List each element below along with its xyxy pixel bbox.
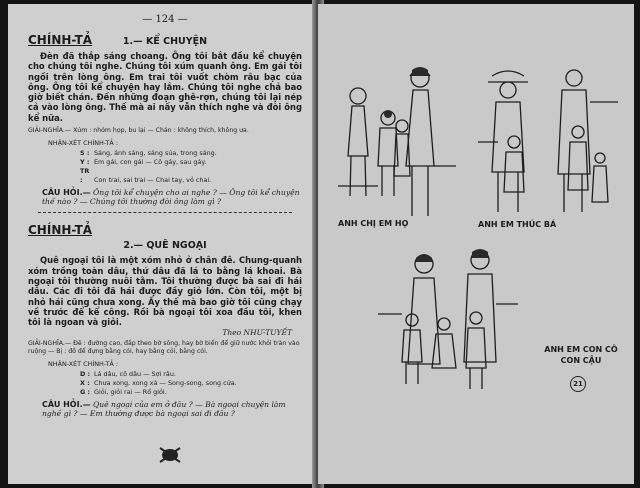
spelling-note [28, 149, 302, 158]
spelling-note-text: Chưa xong, xong xả — Song-song, song cửa. [94, 378, 237, 387]
spelling-note-text: Giỏi, giỏi rai — Rổ giỏi. [94, 387, 167, 396]
spelling-note-key: Y : [80, 157, 90, 166]
spelling-note-text: Em gái, con gái — Cô gáy, sau gáy. [94, 157, 207, 166]
lesson-1-heading: CHÍNH-TẢ [28, 33, 93, 47]
spelling-note-text: Con trai, sai trai — Chai tay, vỏ chai. [94, 175, 212, 184]
glossary-text: Đê : đường cao, đắp theo bờ sông, hay bờ biển để giữ nước khỏi tràn vào ruộng — Bị : đồ để đựng bằng cói, hay bằng cỏi, bằng cói. [28, 339, 300, 356]
lesson-1-paragraph: Đèn đã thắp sáng choang. Ông tôi bắt đầu kể chuyện cho chúng tôi nghe. Chúng tôi xúm quanh ông. Em gái tôi ngồi trên lòng ông. Em trai tôi vuốt chòm râu bạc của ông. Ông tôi kể chuyện hay lắm. Chúng tôi nghe chả bao giờ biết chán. Đến những đoạn ghê-rợn, chúng tôi lại nép cả vào lòng ông. Thế mà ai nấy vẫn thích nghe và đòi ông kể nữa. [28, 51, 302, 123]
illustration-maternal-cousins [378, 244, 538, 394]
spelling-note-key: G : [80, 387, 91, 396]
lesson-2-author: Theo NHƯ-TUYẾT [222, 327, 292, 337]
left-page [8, 4, 316, 484]
caption-cousins: ANH CHỊ EM HỌ [338, 219, 409, 228]
lesson-2 [28, 219, 302, 418]
lesson-2-title: 2.— QUÊ NGOẠI [123, 240, 207, 252]
lesson-2-heading: CHÍNH-TẢ [28, 223, 93, 238]
lesson-2-questions [28, 400, 302, 419]
spelling-notes-label: NHẬN-XÉT CHÍNH-TẢ : [48, 138, 118, 147]
lesson-2-glossary [28, 340, 302, 357]
illustration-paternal-cousins [478, 62, 618, 232]
questions-text: Ông tôi kể chuyện cho ai nghe ? — Ông tôi kể chuyện thế nào ? — Chúng tôi thường đòi ông làm gì ? [42, 187, 300, 207]
lesson-1-glossary [28, 127, 302, 136]
spelling-note-key: D : [80, 369, 91, 378]
questions-label: CÂU HỎI.— [42, 187, 91, 197]
spelling-note [28, 388, 302, 397]
spelling-note [28, 370, 302, 379]
illustration-cousins [338, 56, 458, 236]
spelling-note-key: S : [80, 148, 90, 157]
spelling-note-key: X : [80, 378, 90, 387]
questions-label: CÂU HỎI.— [42, 399, 91, 409]
decorative-ornament-icon [158, 444, 182, 466]
right-page [318, 4, 634, 484]
right-page-number: 21 [570, 376, 586, 392]
questions-text: Quê ngoại của em ở đâu ? — Bà ngoại chuyện làm nghề gì ? — Em thường được bà ngoại sai đi đâu ? [42, 399, 286, 419]
caption-maternal-cousins: ANH EM CON CÔ CON CẬU [544, 345, 618, 365]
glossary-text: Xúm : nhóm họp, bu lại — Chán : không thích, không ưa. [73, 127, 249, 135]
lesson-2-paragraph: Quê ngoại tôi là một xóm nhỏ ở chân đê. Chung-quanh xóm trồng toàn dâu, thứ dâu đã lá to bằng lá khoai. Bà ngoại tôi thường nuôi tằm. Tôi thường được bà sai đi hái dâu. Các đi tôi đã hái được đầy giỏ lớn. Còn tôi, một bị nhỏ hái cũng chưa xong. Ấy thế mà bao giờ tôi cũng chạy về trước để kể công. Rồi bà ngoại tôi xoa đầu tôi, khen tôi là ngoan và giỏi. [28, 255, 302, 328]
spelling-note-key: TR : [80, 166, 90, 184]
section-divider [38, 212, 292, 213]
spelling-notes-label: NHẬN-XÉT CHÍNH-TẢ : [48, 359, 118, 368]
spelling-note [28, 379, 302, 388]
spelling-note [28, 167, 302, 185]
spelling-note [28, 158, 302, 167]
lesson-1-questions [28, 188, 302, 207]
left-page-number: — 124 — [142, 14, 188, 25]
lesson-1-title: 1.— KỂ CHUYỆN [122, 36, 208, 47]
glossary-label: GIẢI-NGHĨA.— [28, 339, 72, 347]
glossary-label: GIẢI-NGHĨA.— [28, 127, 72, 135]
spelling-note-text: Sáng, ánh sáng, sáng sủa, trong sáng. [94, 148, 217, 157]
caption-paternal-cousins: ANH EM THÚC BÁ [478, 220, 557, 229]
lesson-1 [28, 29, 302, 206]
spelling-note-text: Lá dâu, cô dâu — Sợi râu. [94, 369, 176, 378]
